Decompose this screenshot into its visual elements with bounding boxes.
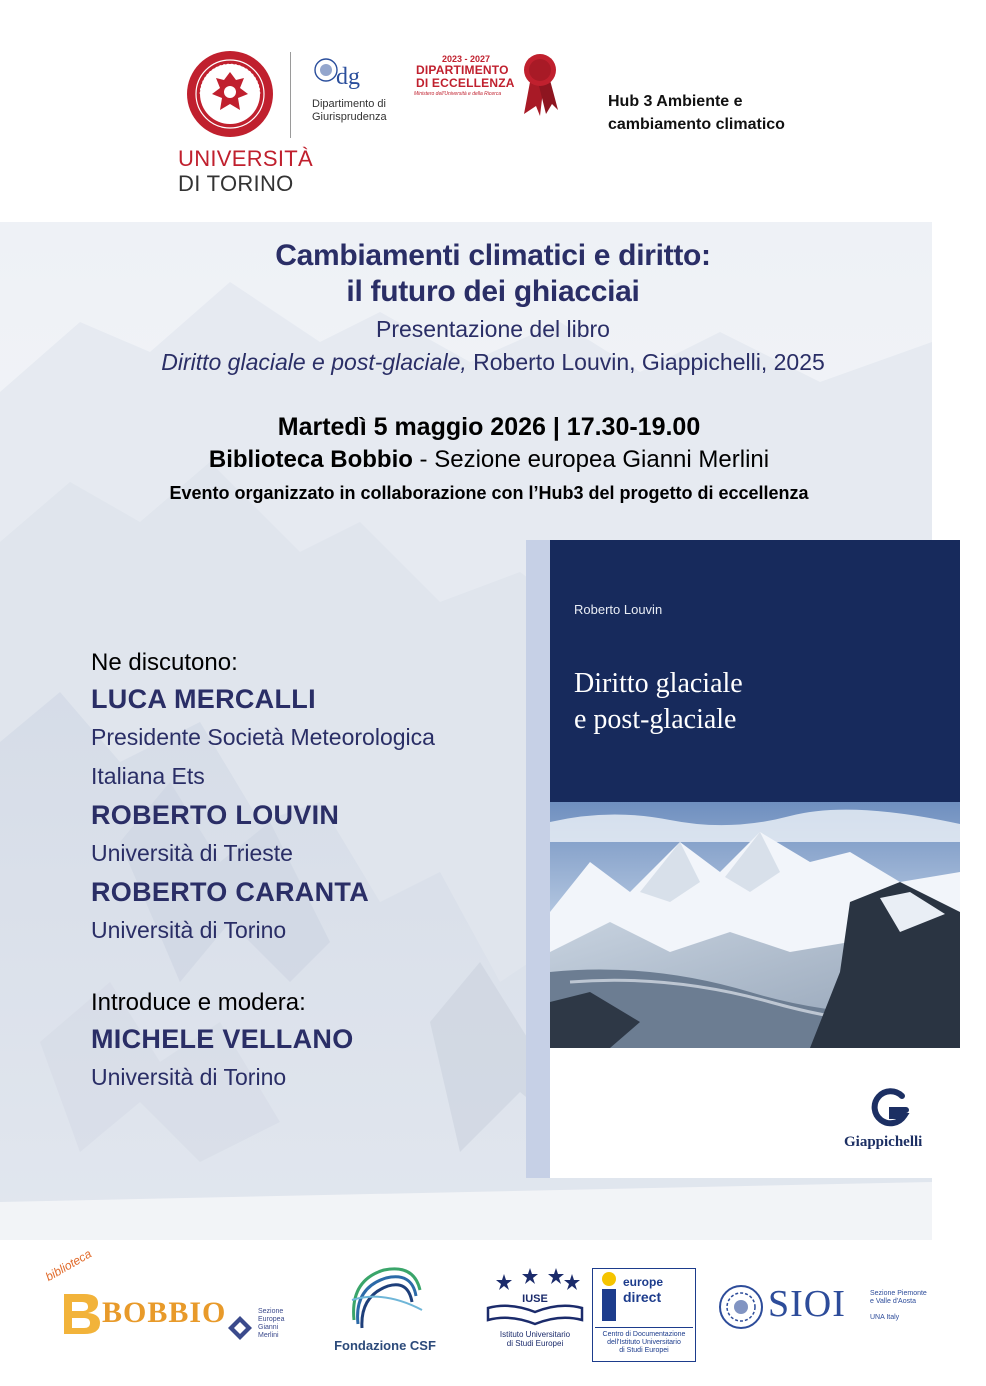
sioi-logo <box>718 1280 938 1340</box>
event-date-time: Martedì 5 maggio 2026 | 17.30-19.00 <box>277 413 701 441</box>
book-reference <box>0 345 986 379</box>
excellence-line2: DI ECCELLENZA <box>416 76 515 90</box>
event-place-name: Biblioteca Bobbio <box>208 446 413 473</box>
title-line1: Cambiamenti climatici e diritto: <box>275 239 711 272</box>
book-cover-glacier-photo <box>550 802 960 1048</box>
sezione-europea-mark-icon <box>226 1314 254 1342</box>
sezione-europea-text <box>258 1308 308 1340</box>
moderator-heading: Introduce e modera: <box>91 989 306 1016</box>
sezione-line3: Gianni <box>258 1324 279 1331</box>
book-spine <box>526 540 550 1178</box>
europe-direct-sub2: dell'Istituto Universitario <box>607 1339 681 1346</box>
subtitle: Presentazione del libro <box>376 316 610 342</box>
sioi-sub1: Sezione Piemonte <box>870 1290 927 1297</box>
giappichelli-g-icon <box>870 1088 910 1128</box>
university-seal-icon <box>186 50 274 138</box>
iuse-logo <box>480 1266 590 1362</box>
europe-direct-line1: europe <box>623 1275 664 1289</box>
hub-label <box>608 90 868 136</box>
event-organized-note: Evento organizzato in collaborazione con l’Hub3 del progetto di eccellenza <box>169 483 809 503</box>
dipartimento-eccellenza-logo <box>412 52 562 118</box>
fondazione-csf-logo <box>330 1260 440 1360</box>
book-cover-bottom <box>550 1048 960 1178</box>
event-place <box>0 444 978 476</box>
europe-direct-line2: direct <box>623 1289 662 1305</box>
speaker-affiliation: Università di Trieste <box>91 840 293 866</box>
biblioteca-script: biblioteca <box>43 1246 94 1284</box>
europe-direct-logo <box>592 1268 696 1362</box>
department-line1: Dipartimento di <box>312 98 386 110</box>
title-line2: il futuro dei ghiacciai <box>346 275 640 308</box>
sezione-line4: Merlini <box>258 1332 279 1339</box>
bobbio-b-icon <box>58 1290 106 1338</box>
university-name-line1: UNIVERSITÀ <box>178 146 314 171</box>
biblioteca-bobbio-logo <box>43 1246 227 1346</box>
speaker-name: LUCA MERCALLI <box>91 684 316 714</box>
glacier-photo-image <box>550 802 960 1048</box>
book-cover-title-line1: Diritto glaciale <box>574 668 743 699</box>
book-cover-title-line2: e post-glaciale <box>574 704 737 735</box>
book-cover-title <box>574 666 914 738</box>
partner-logos <box>0 1240 986 1386</box>
dg-text: dg <box>336 64 360 90</box>
university-name <box>178 146 314 196</box>
moderator-affiliation: Università di Torino <box>91 1064 287 1090</box>
sezione-line2: Europea <box>258 1316 285 1323</box>
spacer <box>91 950 521 986</box>
speaker-affiliation: Università di Torino <box>91 917 287 943</box>
speaker-affiliation: Italiana Ets <box>91 763 205 789</box>
europe-direct-sub3: di Studi Europei <box>619 1347 669 1354</box>
speaker-name: ROBERTO LOUVIN <box>91 800 340 830</box>
title-block <box>0 238 986 379</box>
department-line2: Giurisprudenza <box>312 111 387 123</box>
excellence-line3: Ministero dell'Università e della Ricerca <box>414 91 502 97</box>
event-details <box>0 410 978 508</box>
europe-direct-i-icon <box>597 1271 621 1323</box>
europe-direct-sub1: Centro di Documentazione <box>602 1331 686 1338</box>
sioi-una: UNA Italy <box>870 1314 900 1321</box>
hub-line1: Hub 3 Ambiente e <box>608 93 743 110</box>
csf-swoosh-icon <box>344 1260 424 1338</box>
speaker-affiliation: Presidente Società Meteorologica <box>91 724 435 750</box>
europe-direct-subtitle <box>595 1331 693 1355</box>
header <box>0 0 986 222</box>
department-name <box>312 98 422 124</box>
sioi-word: SIOI <box>768 1283 846 1325</box>
iuse-name <box>480 1330 590 1348</box>
sezione-line1: Sezione <box>258 1308 284 1315</box>
sioi-globe-icon <box>718 1284 764 1330</box>
book-cover-publisher: Giappichelli <box>844 1134 923 1150</box>
book-reference-rest: Roberto Louvin, Giappichelli, 2025 <box>466 349 825 375</box>
iuse-line1: Istituto Universitario <box>499 1330 571 1339</box>
discuss-heading: Ne discutono: <box>91 649 238 676</box>
iuse-line2: di Studi Europei <box>506 1339 564 1348</box>
iuse-short: IUSE <box>522 1293 548 1305</box>
book-reference-title: Diritto glaciale e post-glaciale, <box>161 349 467 375</box>
excellence-line1: DIPARTIMENTO <box>416 63 509 77</box>
dg-mark-icon <box>312 54 364 94</box>
logo-divider <box>290 52 291 138</box>
excellence-years: 2023 - 2027 <box>442 54 491 64</box>
moderator-name: MICHELE VELLANO <box>91 1024 354 1054</box>
university-name-line2: DI TORINO <box>178 171 294 196</box>
book-cover-author: Roberto Louvin <box>574 602 663 617</box>
wax-seal-icon <box>516 52 560 116</box>
speaker-name: ROBERTO CARANTA <box>91 877 369 907</box>
sioi-section <box>870 1290 940 1306</box>
book-cover <box>526 540 960 1178</box>
hub-line2: cambiamento climatico <box>608 116 785 133</box>
speakers-section <box>91 646 521 1097</box>
sioi-sub2: e Valle d'Aosta <box>870 1298 916 1305</box>
bobbio-word: BOBBIO <box>102 1296 227 1329</box>
iuse-book-stars-icon <box>480 1266 590 1326</box>
event-place-rest: - Sezione europea Gianni Merlini <box>412 446 770 473</box>
csf-name: Fondazione CSF <box>334 1338 436 1353</box>
